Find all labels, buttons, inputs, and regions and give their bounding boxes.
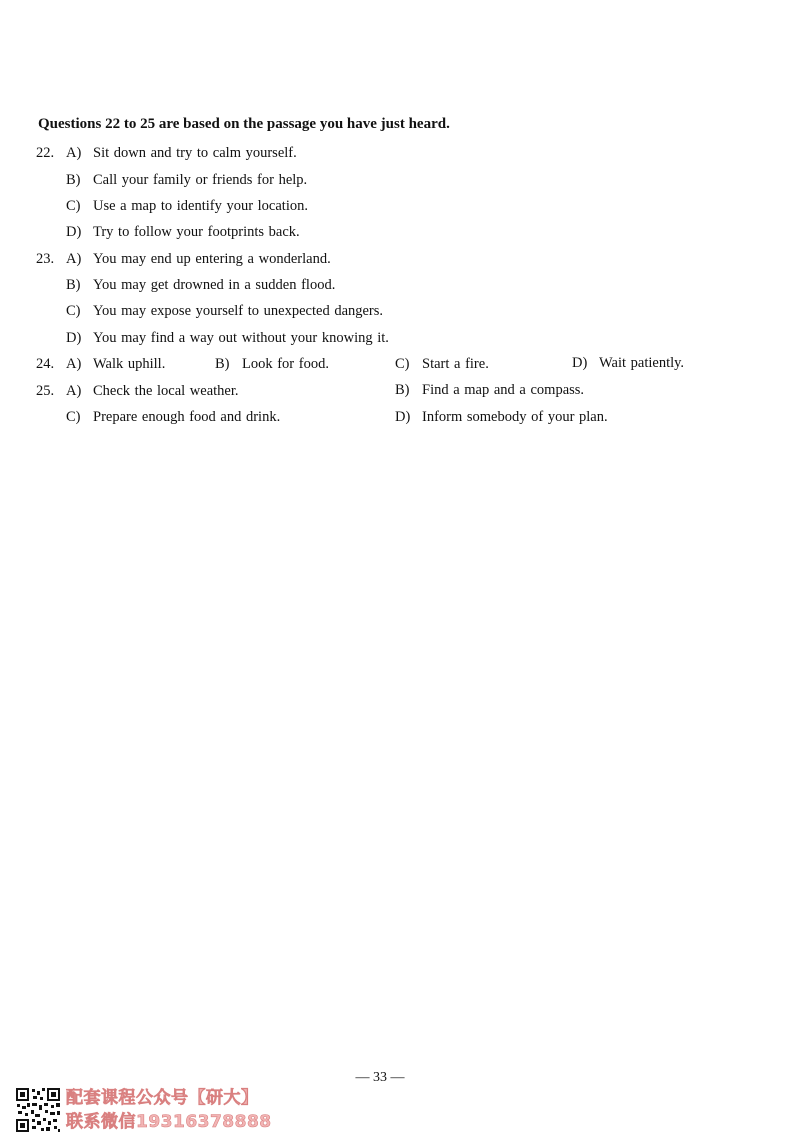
- option-a: [66, 251, 331, 268]
- option-b: [66, 277, 335, 294]
- option-text: Call your family or friends for help.: [93, 172, 308, 188]
- question-number: 25.: [36, 383, 55, 399]
- option-c: [66, 409, 280, 426]
- option-letter: A): [66, 383, 82, 399]
- option-text: You may find a way out without your knowing it.: [93, 330, 389, 346]
- option-b: [215, 356, 329, 373]
- option-text: Look for food.: [242, 356, 329, 372]
- option-text: Use a map to identify your location.: [93, 198, 308, 214]
- ad-text-line-2: 联系微信19316378888: [66, 1112, 272, 1132]
- question-number: 23.: [36, 251, 55, 267]
- option-a: [66, 145, 297, 162]
- option-text: Start a fire.: [422, 356, 489, 372]
- question-number: 24.: [36, 356, 55, 372]
- footer-watermark: [14, 1086, 314, 1138]
- option-text: Inform somebody of your plan.: [422, 409, 608, 425]
- option-letter: D): [66, 330, 82, 346]
- option-d: [66, 330, 389, 347]
- page-number: — 33 —: [355, 1070, 405, 1085]
- qr-code-icon: [14, 1086, 62, 1134]
- option-letter: C): [66, 198, 81, 214]
- option-text: Sit down and try to calm yourself.: [93, 145, 297, 161]
- option-letter: D): [572, 355, 588, 371]
- option-text: You may expose yourself to unexpected dangers.: [93, 303, 384, 319]
- option-text: Try to follow your footprints back.: [93, 224, 300, 240]
- option-letter: A): [66, 251, 82, 267]
- option-c: [66, 198, 308, 215]
- section-heading: Questions 22 to 25 are based on the passage you have just heard.: [38, 116, 450, 132]
- option-letter: B): [66, 172, 81, 188]
- option-text: You may end up entering a wonderland.: [93, 251, 331, 267]
- option-b: [395, 382, 584, 399]
- option-a: [66, 383, 239, 400]
- option-letter: C): [66, 303, 81, 319]
- question-number: 22.: [36, 145, 55, 161]
- option-c: [395, 356, 489, 373]
- option-text: You may get drowned in a sudden flood.: [93, 277, 336, 293]
- option-d: [395, 409, 608, 426]
- option-text: Check the local weather.: [93, 383, 239, 399]
- option-c: [66, 303, 383, 320]
- option-d: [66, 224, 300, 241]
- option-letter: B): [215, 356, 230, 372]
- option-b: [66, 172, 307, 189]
- option-text: Wait patiently.: [599, 355, 685, 371]
- option-text: Find a map and a compass.: [422, 382, 585, 398]
- option-text: Walk uphill.: [93, 356, 166, 372]
- option-letter: C): [395, 356, 410, 372]
- option-a: [66, 356, 165, 373]
- option-letter: D): [66, 224, 82, 240]
- ad-text-line-1: 配套课程公众号【研大】: [66, 1088, 259, 1108]
- option-d: [572, 355, 684, 372]
- option-letter: B): [395, 382, 410, 398]
- option-text: Prepare enough food and drink.: [93, 409, 281, 425]
- option-letter: D): [395, 409, 411, 425]
- option-letter: B): [66, 277, 81, 293]
- option-letter: C): [66, 409, 81, 425]
- option-letter: A): [66, 145, 82, 161]
- option-letter: A): [66, 356, 82, 372]
